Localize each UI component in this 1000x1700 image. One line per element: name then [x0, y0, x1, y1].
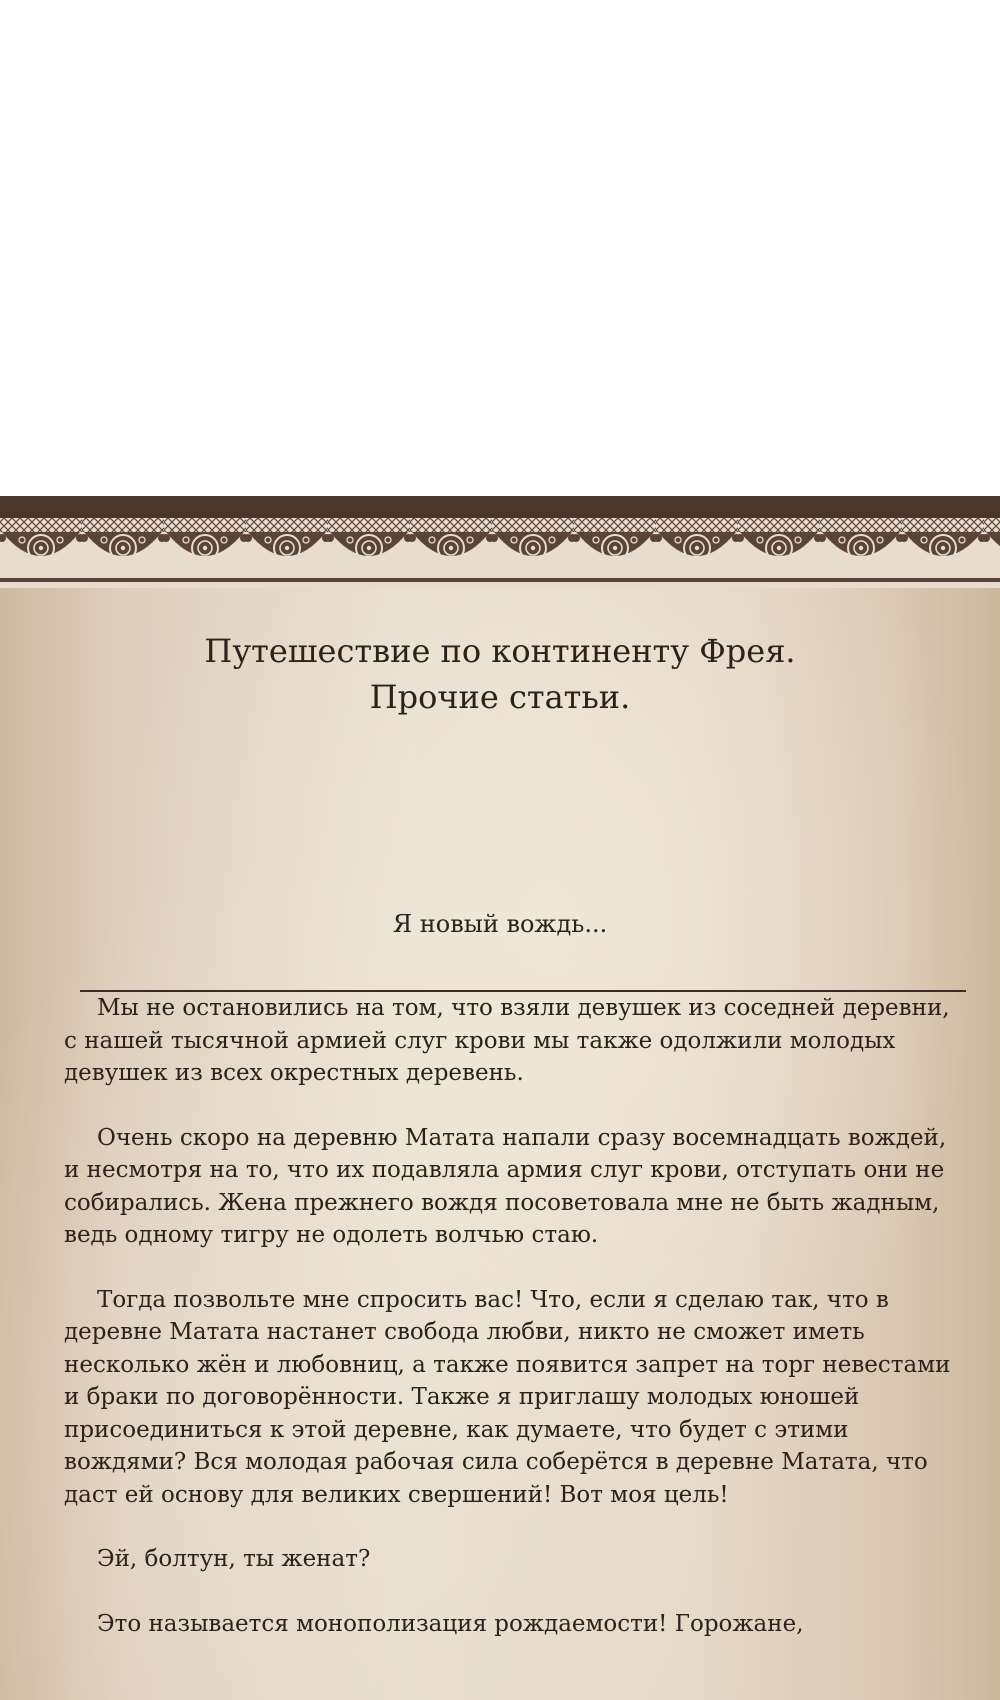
parchment-panel: [0, 588, 1000, 1700]
title-line-2: Прочие статьи.: [369, 678, 631, 716]
lace-border: [0, 496, 1000, 588]
article-body: [64, 992, 964, 1672]
paragraph: Это называется монополизация рождаемости! Горожане,: [97, 1610, 804, 1637]
paragraph: Мы не остановились на том, что взяли девушек из соседней деревни, с нашей тысячной армией слуг крови мы также одолжили молодых девушек из всех окрестных деревень.: [64, 995, 950, 1086]
paragraph: Тогда позвольте мне спросить вас! Что, если я сделаю так, что в деревне Матата настанет свобода любви, никто не сможет иметь несколько жён и любовниц, а также появится запрет на торг невестами и браки по договорённости. Также я приглашу молодых юношей присоединиться к этой деревне, как думаете, что будет с этими вождями? Вся молодая рабочая сила соберётся в деревне Матата, что даст ей основу для великих свершений! Вот моя цель!: [64, 1286, 951, 1508]
border-top-bar: [0, 496, 1000, 518]
paragraph: Очень скоро на деревню Матата напали сразу восемнадцать вождей, и несмотря на то, что их подавляла армия слуг крови, отступать они не собирались. Жена прежнего вождя посоветовала мне не быть жадным, ведь одному тигру не одолеть волчью стаю.: [64, 1124, 947, 1248]
chapter-subheading: Я новый вождь...: [392, 910, 608, 938]
blank-area: [0, 0, 1000, 496]
article-title: [0, 628, 1000, 720]
paragraph: Эй, болтун, ты женат?: [97, 1546, 371, 1572]
lace-pattern: [0, 518, 1000, 574]
title-line-1: Путешествие по континенту Фрея.: [204, 632, 796, 670]
border-bottom-line: [0, 578, 1000, 582]
